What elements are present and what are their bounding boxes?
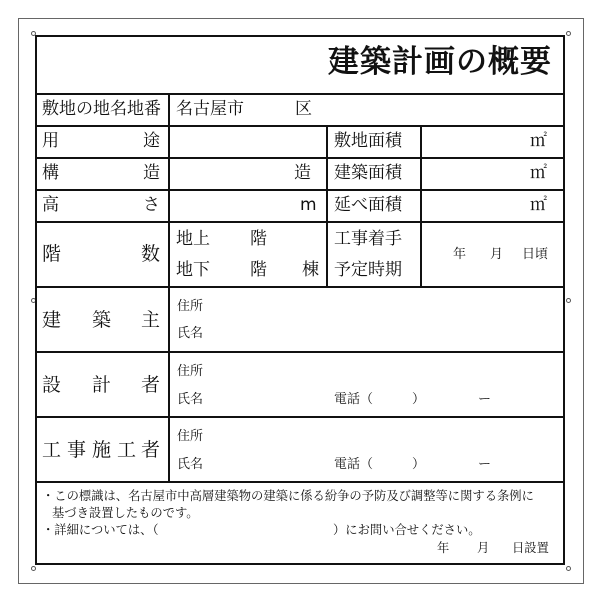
contractor-address-label: 住所 <box>177 429 204 444</box>
note-line-2: 基づき設置したものです。 <box>52 506 199 520</box>
building-area-label: 建築面積 <box>334 163 402 183</box>
floors-above-unit: 階 <box>250 229 267 249</box>
contractor-phone-dash: ー <box>478 457 492 472</box>
designer-phone-dash: ー <box>478 392 492 407</box>
height-label-1: 高 <box>42 195 59 215</box>
designer-char-1: 設 <box>42 374 62 396</box>
designer-name-label: 氏名 <box>177 392 204 407</box>
rule-use <box>35 157 565 159</box>
floors-label-2: 数 <box>141 243 161 265</box>
floors-above-label: 地上 <box>176 229 210 249</box>
contractor-char-5: 者 <box>141 439 161 461</box>
schedule-label-2: 予定時期 <box>334 260 402 280</box>
owner-char-2: 築 <box>92 309 112 331</box>
site-area-label: 敷地面積 <box>334 131 402 151</box>
contractor-char-1: 工 <box>42 439 62 461</box>
schedule-month: 月 <box>490 247 504 262</box>
contractor-char-3: 施 <box>92 439 112 461</box>
site-area-unit: ㎡ <box>530 131 547 151</box>
owner-char-1: 建 <box>42 309 62 331</box>
rule-designer <box>35 416 565 418</box>
rule-structure <box>35 189 565 191</box>
install-day: 日設置 <box>512 541 549 555</box>
rule-middle-column <box>326 125 328 286</box>
total-floor-area-unit: ㎡ <box>530 195 547 215</box>
floors-below-label: 地下 <box>176 260 210 280</box>
mounting-hole-bottom-left <box>31 566 36 571</box>
height-suffix: m <box>300 195 317 215</box>
mounting-hole-top-right <box>566 31 571 36</box>
site-label: 敷地の地名地番 <box>42 99 161 119</box>
contractor-char-4: 工 <box>117 439 137 461</box>
owner-address-label: 住所 <box>177 299 204 314</box>
install-month: 月 <box>477 541 490 555</box>
designer-address-label: 住所 <box>177 364 204 379</box>
owner-name-label: 氏名 <box>177 326 204 341</box>
rule-contractor <box>35 481 565 483</box>
note-line-3b: ）にお問い合せください。 <box>333 523 481 537</box>
install-year: 年 <box>437 541 450 555</box>
page-title: 建築計画の概要 <box>328 44 552 80</box>
structure-label-2: 造 <box>143 163 160 183</box>
contractor-char-2: 事 <box>67 439 87 461</box>
designer-char-3: 者 <box>141 374 161 396</box>
schedule-year: 年 <box>453 247 467 262</box>
rule-floors <box>35 286 565 288</box>
total-floor-area-label: 延べ面積 <box>334 195 402 215</box>
rule-height <box>35 221 565 223</box>
rule-site <box>35 125 565 127</box>
mounting-hole-bottom-right <box>566 566 571 571</box>
floors-label-1: 階 <box>42 243 62 265</box>
structure-label-1: 構 <box>42 163 59 183</box>
floors-below-unit: 階 <box>250 260 267 280</box>
mounting-hole-mid-right <box>566 298 571 303</box>
structure-suffix: 造 <box>294 163 311 183</box>
contractor-phone-label: 電話（ ） <box>334 457 426 472</box>
designer-char-2: 計 <box>92 374 112 396</box>
buildings-unit: 棟 <box>302 260 319 280</box>
rule-label-column <box>168 93 170 481</box>
height-label-2: さ <box>143 195 160 215</box>
building-area-unit: ㎡ <box>530 163 547 183</box>
use-label-1: 用 <box>42 131 59 151</box>
rule-owner <box>35 351 565 353</box>
owner-char-3: 主 <box>141 309 161 331</box>
use-label-2: 途 <box>143 131 160 151</box>
rule-title <box>35 93 565 95</box>
contractor-name-label: 氏名 <box>177 457 204 472</box>
site-city: 名古屋市 <box>176 99 244 119</box>
schedule-day: 日頃 <box>522 247 549 262</box>
site-ward: 区 <box>295 99 312 119</box>
schedule-label-1: 工事着手 <box>334 229 402 249</box>
note-line-1: ・この標識は、名古屋市中高層建築物の建築に係る紛争の予防及び調整等に関する条例に <box>42 489 534 503</box>
note-line-3a: ・詳細については、（ <box>42 523 159 537</box>
designer-phone-label: 電話（ ） <box>334 392 426 407</box>
rule-value-column <box>420 125 422 286</box>
